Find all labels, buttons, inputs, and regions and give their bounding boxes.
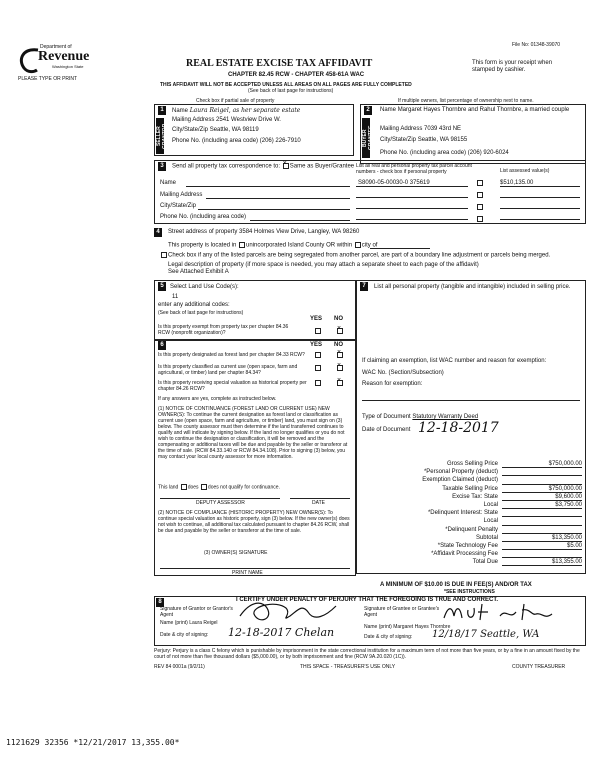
totals-value[interactable]: $13,350.00 bbox=[502, 534, 582, 542]
classified-question: Is this property classified as current use (open space, farm and agricultural, or timber) land per chapter 84.34? bbox=[158, 364, 298, 376]
street-label: Street address of property bbox=[168, 229, 238, 235]
does-label: does bbox=[187, 484, 199, 491]
street-row bbox=[168, 229, 359, 236]
see-instructions-note: *SEE INSTRUCTIONS bbox=[444, 589, 495, 595]
certify-statement: I CERTIFY UNDER PENALTY OF PERJURY THAT THE FOREGOING IS TRUE AND CORRECT. bbox=[236, 597, 499, 603]
grantor-name[interactable]: Laura Reigel bbox=[189, 620, 218, 626]
land-use-code[interactable]: 11 bbox=[172, 294, 179, 300]
reason-line bbox=[362, 400, 580, 401]
perjury-notice: Perjury: Perjury is a class C felony which is punishable by imprisonment in the state correctional institution for a maximum term of not more than five years, or by a fine in an amount fixed by the court of not more than five thousand dollars ($5,000.00), or by both imprisonment and fine (RCW 9A.20.020 (1C)). bbox=[154, 648, 580, 660]
deputy-assessor-label: DEPUTY ASSESSOR bbox=[196, 500, 245, 506]
personal-property-checkbox-3[interactable] bbox=[477, 204, 483, 210]
doc-type[interactable]: Statutory Warranty Deed bbox=[412, 414, 479, 420]
doc-type-label: Type of Document bbox=[362, 414, 411, 420]
forest-question: Is this property designated as forest land per chapter 84.33 RCW? bbox=[158, 352, 305, 358]
unincorporated-label: unincorporated Island County OR within bbox=[246, 242, 353, 249]
no-header-5: NO bbox=[334, 316, 343, 322]
value-line-1 bbox=[500, 186, 580, 187]
print-name-label: PRINT NAME bbox=[232, 570, 263, 576]
treasurer-space-label: THIS SPACE - TREASURER'S USE ONLY bbox=[300, 664, 396, 670]
totals-value[interactable]: $5.00 bbox=[502, 542, 582, 550]
totals-row bbox=[362, 534, 582, 542]
value-line-3 bbox=[500, 208, 580, 209]
same-as-buyer-checkbox[interactable] bbox=[283, 163, 289, 169]
totals-row bbox=[362, 550, 582, 558]
buyer-city[interactable]: Seattle, WA 98155 bbox=[417, 137, 468, 143]
seller-phone-row bbox=[172, 138, 301, 145]
doc-date-label: Date of Document bbox=[362, 427, 411, 433]
totals-value[interactable] bbox=[502, 517, 582, 525]
revision-number: REV 84 0001a (9/2/11) bbox=[154, 664, 205, 670]
personal-property-label: List all personal property (tangible and intangible) included in selling price. bbox=[374, 284, 571, 290]
exempt-question: Is this property exempt from property tax per chapter 84.36 RCW (nonprofit organization)? bbox=[158, 324, 289, 336]
seller-name-label bbox=[172, 107, 300, 115]
parcel-line-2 bbox=[356, 197, 468, 198]
notice-compliance: (2) NOTICE OF COMPLIANCE (HISTORIC PROPERTY) NEW OWNER(S): To continue special valuation as historic property, sign (3) below. If the new owner(s) does not wish to continue, all additional tax calculated pursuant to chapter 84.26 RCW, shall be due and payable by the seller or transferor at the time of sale. bbox=[158, 510, 350, 534]
does-checkbox[interactable] bbox=[181, 484, 187, 490]
buyer-city-row bbox=[380, 137, 467, 144]
located-label: This property is located in bbox=[168, 242, 237, 249]
assessed-header: List assessed value(s) bbox=[500, 168, 550, 174]
buyer-phone[interactable]: (206) 920-6024 bbox=[467, 150, 509, 156]
seller-city-label: City/State/Zip bbox=[172, 127, 209, 133]
totals-row bbox=[362, 517, 582, 525]
section-3-badge: 3 bbox=[158, 162, 166, 171]
city-of-label: city of bbox=[361, 242, 378, 249]
partial-sale-label: Check box if partial sale of property bbox=[196, 98, 275, 104]
special-yes-checkbox[interactable] bbox=[315, 380, 321, 386]
value-line-2 bbox=[500, 197, 580, 198]
buyer-city-label: City/State/Zip bbox=[380, 137, 417, 143]
buyer-name-label: Name bbox=[380, 107, 397, 113]
tax-corr-mail-label: Mailing Address bbox=[160, 192, 203, 198]
print-name-line bbox=[160, 568, 350, 569]
grantee-name[interactable]: Margaret Hayes Thornbre bbox=[393, 624, 451, 630]
tax-corr-mail-line bbox=[206, 198, 350, 199]
totals-label: Local bbox=[483, 518, 498, 525]
personal-property-checkbox-2[interactable] bbox=[477, 192, 483, 198]
grantee-name-label: Name (print) bbox=[364, 624, 392, 630]
classified-yes-checkbox[interactable] bbox=[315, 365, 321, 371]
buyer-mail[interactable]: 7039 43rd NE bbox=[424, 126, 462, 132]
parcel-line-1 bbox=[356, 186, 468, 187]
recording-stamp: 1121629 32356 *12/21/2017 13,355.00* bbox=[6, 738, 180, 747]
value-line-4 bbox=[500, 219, 580, 220]
deputy-date-line bbox=[290, 498, 350, 499]
totals-label: Subtotal bbox=[475, 534, 498, 541]
section-2-badge: 2 bbox=[364, 106, 372, 115]
minimum-fee-note: A MINIMUM OF $10.00 IS DUE IN FEE(S) AND/OR TAX bbox=[380, 582, 532, 588]
buyer-name[interactable]: Margaret Hayes Thornbre and Rahul Thornbre, a married couple bbox=[397, 107, 570, 113]
segregated-label: Check box if any of the listed parcels are being segregated from another parcel, are part of a boundary line adjustment or parcels being merged. bbox=[168, 252, 551, 259]
section-5-badge: 5 bbox=[158, 282, 166, 291]
totals-value[interactable] bbox=[502, 526, 582, 534]
dept-line2: Washington State bbox=[52, 64, 84, 69]
totals-row bbox=[362, 542, 582, 550]
buyer-phone-label: Phone No. (including area code) bbox=[380, 150, 467, 156]
land-use-label: Select Land Use Code(s): bbox=[170, 284, 239, 290]
totals-row bbox=[362, 558, 582, 566]
does-not-checkbox[interactable] bbox=[201, 484, 207, 490]
tax-corr-row bbox=[172, 163, 354, 171]
does-not-label: does not qualify for continuance. bbox=[207, 484, 280, 491]
see-back-note: (See back of last page for instructions) bbox=[248, 88, 334, 94]
totals-row bbox=[362, 501, 582, 509]
totals-rows bbox=[362, 460, 582, 566]
owner-signature-label: (3) OWNER(S) SIGNATURE bbox=[204, 550, 268, 556]
assessed-value[interactable]: $510,135.00 bbox=[500, 180, 534, 186]
totals-value[interactable]: $9,600.00 bbox=[502, 493, 582, 501]
totals-label: *State Technology Fee bbox=[437, 542, 498, 549]
grantor-signature bbox=[236, 596, 346, 626]
no-header-6: NO bbox=[334, 342, 343, 348]
notice-continuance: (1) NOTICE OF CONTINUANCE (FOREST LAND OR CURRENT USE) NEW OWNER(S): To continue the current designation as forest land or classification as current use (open space, farm and agriculture, or timber) land, you must sign on (3) below. The county assessor must then determine if the land transferred continues to qualify and will indicate by signing below. If the land no longer qualifies or you do not wish to continue the designation or classification, it will be removed and the compensating or additional taxes will be due and payable by the seller or transferor at the time of sale. (RCW 84.33.140 or RCW 84.34.108). Prior to signing (3) below, you may contact your local county assessor for more information. bbox=[158, 406, 348, 460]
file-number: File No: 01348-39070 bbox=[512, 42, 561, 48]
section-7-badge: 7 bbox=[360, 282, 368, 291]
yes-header-5: YES bbox=[310, 316, 323, 322]
totals-table bbox=[362, 460, 582, 566]
seller-name-label-text: Name bbox=[172, 108, 189, 114]
forest-no-checkbox[interactable] bbox=[337, 352, 343, 358]
grantee-date-city[interactable]: 12/18/17 Seattle, WA bbox=[432, 629, 540, 640]
grantee-signature-label: Signature of Grantee or Grantee's Agent bbox=[364, 606, 440, 618]
section-8-badge: 8 bbox=[156, 598, 164, 607]
totals-row bbox=[362, 476, 582, 484]
buyer-tab: BUYER GRANTEE bbox=[362, 118, 370, 158]
located-row bbox=[168, 242, 377, 250]
seller-mail-row bbox=[172, 117, 281, 124]
parcels-header: List all real and personal property tax parcel account numbers - check box if personal property bbox=[356, 163, 472, 175]
totals-label: Excise Tax: State bbox=[452, 493, 498, 500]
buyer-mail-label: Mailing Address bbox=[380, 126, 423, 132]
totals-row bbox=[362, 468, 582, 476]
this-land-row bbox=[158, 484, 280, 490]
seller-name[interactable]: Laura Reigel, as her separate estate bbox=[189, 107, 301, 114]
totals-value[interactable]: $750,000.00 bbox=[502, 460, 582, 468]
totals-value[interactable] bbox=[502, 509, 582, 517]
buyer-name-row bbox=[380, 107, 580, 114]
warning-text: THIS AFFIDAVIT WILL NOT BE ACCEPTED UNLESS ALL AREAS ON ALL PAGES ARE FULLY COMPLETED bbox=[160, 82, 412, 88]
totals-label: *Delinquent Penalty bbox=[445, 526, 498, 533]
totals-value[interactable] bbox=[502, 476, 582, 484]
reason-label: Reason for exemption: bbox=[362, 381, 423, 387]
seller-mail-label: Mailing Address bbox=[172, 117, 215, 123]
deputy-line bbox=[160, 498, 280, 499]
seller-phone[interactable]: (206) 226-7910 bbox=[259, 138, 301, 144]
section-1-badge: 1 bbox=[158, 106, 166, 115]
tax-corr-city-label: City/State/Zip bbox=[160, 203, 197, 209]
additional-codes-label: enter any additional codes: bbox=[158, 302, 230, 308]
grantor-signature-label: Signature of Grantor or Grantor's Agent bbox=[160, 606, 233, 618]
totals-label: *Personal Property (deduct) bbox=[423, 469, 498, 476]
totals-label: Exemption Claimed (deduct) bbox=[422, 477, 498, 484]
seller-city-row bbox=[172, 127, 259, 134]
dept-logo-text: Revenue bbox=[38, 49, 90, 64]
personal-property-checkbox-1[interactable] bbox=[477, 180, 483, 186]
totals-label: Taxable Selling Price bbox=[442, 485, 498, 492]
seller-tab: SELLER GRANTOR bbox=[156, 118, 164, 154]
same-as-buyer-label: Same as Buyer/Grantee bbox=[289, 163, 355, 170]
grantee-signature bbox=[440, 600, 560, 626]
exemption-label: If claiming an exemption, list WAC number and reason for exemption: bbox=[362, 358, 547, 364]
personal-property-checkbox-4[interactable] bbox=[477, 216, 483, 222]
segregated-row bbox=[160, 252, 590, 260]
seller-city[interactable]: Seattle, WA 98119 bbox=[209, 127, 259, 133]
exempt-yes-checkbox[interactable] bbox=[315, 328, 321, 334]
form-title: REAL ESTATE EXCISE TAX AFFIDAVIT bbox=[186, 58, 373, 69]
tax-corr-phone-line bbox=[250, 220, 350, 221]
seller-phone-label: Phone No. (including area code) bbox=[172, 138, 259, 144]
tax-corr-name-line bbox=[186, 186, 350, 187]
legal-description[interactable]: See Attached Exhibit A bbox=[168, 269, 229, 275]
multiple-owners-label: If multiple owners, list percentage of ownership next to name. bbox=[398, 98, 534, 104]
totals-row bbox=[362, 493, 582, 501]
unincorporated-checkbox[interactable] bbox=[239, 242, 245, 248]
if-any-yes-note: If any answers are yes, complete as instructed below. bbox=[158, 396, 277, 402]
parcel-line-4 bbox=[356, 219, 468, 220]
totals-label: Local bbox=[483, 501, 498, 508]
totals-value[interactable]: $3,750.00 bbox=[502, 501, 582, 509]
please-type: PLEASE TYPE OR PRINT bbox=[18, 76, 78, 82]
totals-row bbox=[362, 485, 582, 493]
totals-label: Gross Selling Price bbox=[446, 461, 498, 467]
parcel-checkboxes bbox=[476, 180, 484, 222]
grantor-name-label: Name (print) bbox=[160, 620, 188, 626]
totals-value[interactable] bbox=[502, 468, 582, 476]
totals-label: *Affidavit Processing Fee bbox=[431, 551, 498, 558]
section-4-badge: 4 bbox=[154, 228, 162, 237]
street-address[interactable]: 3584 Holmes View Drive, Langley, WA 98260 bbox=[239, 229, 360, 235]
revenue-logo bbox=[18, 42, 98, 76]
deputy-date-label: DATE bbox=[312, 500, 325, 506]
section-6-badge: 6 bbox=[158, 341, 166, 350]
grantor-name-row bbox=[160, 620, 218, 626]
forest-yes-checkbox[interactable] bbox=[315, 352, 321, 358]
buyer-mail-row bbox=[380, 126, 461, 133]
segregated-checkbox[interactable] bbox=[161, 252, 167, 258]
totals-value[interactable]: $750,000.00 bbox=[502, 485, 582, 493]
form-chapter: CHAPTER 82.45 RCW - CHAPTER 458-61A WAC bbox=[228, 72, 365, 78]
city-of-line bbox=[370, 248, 430, 249]
totals-label: *Delinquent Interest: State bbox=[427, 510, 498, 517]
grantor-date-label: Date & city of signing: bbox=[160, 632, 209, 638]
grantor-date-city[interactable]: 12-18-2017 Chelan bbox=[228, 626, 335, 639]
dept-line1: Department of bbox=[40, 44, 72, 50]
parcel-number[interactable]: S8090-05-00030-0 375619 bbox=[358, 180, 430, 186]
city-of-checkbox[interactable] bbox=[355, 242, 361, 248]
yes-header-6: YES bbox=[310, 342, 323, 348]
land-use-see-back: (See back of last page for instructions) bbox=[158, 310, 244, 316]
revenue-logo-mark bbox=[18, 46, 40, 74]
classified-no-checkbox[interactable] bbox=[337, 365, 343, 371]
exempt-no-checkbox[interactable] bbox=[337, 328, 343, 334]
tax-corr-label: Send all property tax correspondence to: bbox=[172, 163, 281, 170]
grantee-date-label: Date & city of signing: bbox=[364, 634, 413, 640]
totals-value[interactable]: $13,355.00 bbox=[502, 558, 582, 566]
wac-label: WAC No. (Section/Subsection) bbox=[362, 370, 444, 376]
seller-mail[interactable]: 2541 Westview Drive W. bbox=[216, 117, 281, 123]
totals-row bbox=[362, 509, 582, 517]
receipt-note: This form is your receipt when stamped by cashier. bbox=[472, 60, 553, 73]
tax-corr-phone-label: Phone No. (including area code) bbox=[160, 214, 247, 220]
totals-row bbox=[362, 526, 582, 534]
tax-corr-name-label: Name bbox=[160, 180, 177, 186]
legal-description-label: Legal description of property (if more space is needed, you may attach a separate sheet to each page of the affidavit) bbox=[168, 262, 479, 268]
totals-value[interactable] bbox=[502, 550, 582, 558]
buyer-phone-row bbox=[380, 150, 509, 157]
special-valuation-question: Is this property receiving special valuation as historical property per chapter 84.26 RCW? bbox=[158, 380, 307, 392]
county-treasurer-label: COUNTY TREASURER bbox=[512, 664, 566, 670]
totals-label: Total Due bbox=[472, 559, 498, 566]
parcel-line-3 bbox=[356, 208, 468, 209]
tax-corr-city-line bbox=[198, 209, 350, 210]
special-no-checkbox[interactable] bbox=[337, 380, 343, 386]
this-land-label: This land bbox=[158, 484, 179, 491]
totals-row bbox=[362, 460, 582, 468]
doc-date[interactable]: 12-18-2017 bbox=[418, 420, 499, 436]
